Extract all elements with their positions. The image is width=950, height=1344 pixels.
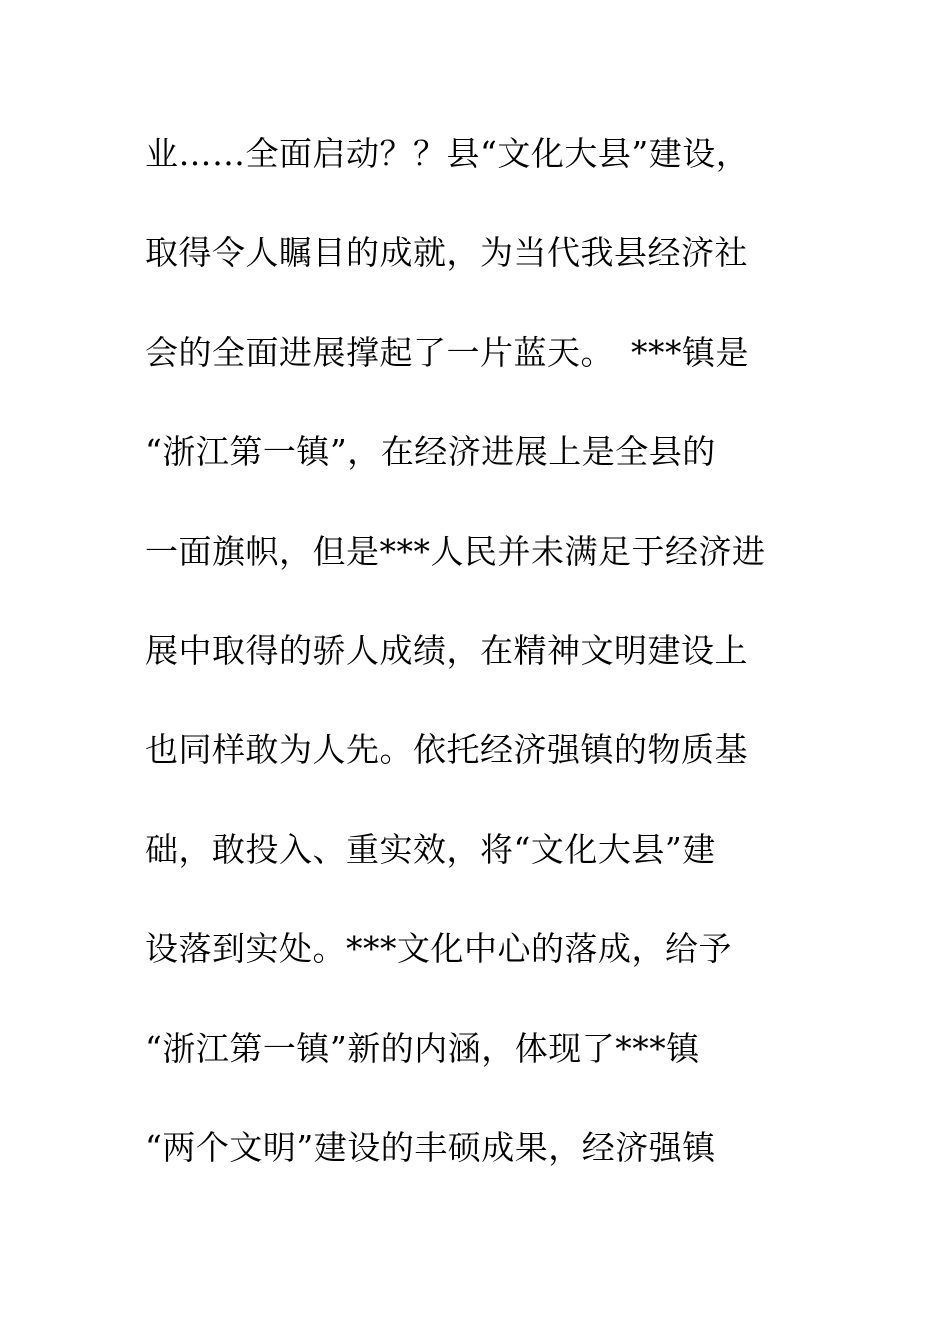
text-line: “两个文明”建设的丰硕成果，经济强镇 (145, 1127, 716, 1167)
text-line: “浙江第一镇”，在经济进展上是全县的 (145, 432, 716, 472)
text-line: 设落到实处。***文化中心的落成，给予 (145, 929, 732, 969)
text-line: 也同样敢为人先。依托经济强镇的物质基 (145, 730, 748, 770)
text-line: 一面旗帜，但是***人民并未满足于经济进 (145, 531, 766, 571)
text-line: 会的全面进展撑起了一片蓝天。 ***镇是 (145, 332, 749, 372)
body-text (145, 124, 805, 1217)
text-line: 础，敢投入、重实效，将“文化大县”建 (145, 829, 716, 869)
text-line: 展中取得的骄人成绩，在精神文明建设上 (145, 630, 748, 670)
text-line: “浙江第一镇”新的内涵，体现了***镇 (145, 1028, 700, 1068)
text-line: 取得令人瞩目的成就，为当代我县经济社 (145, 233, 748, 273)
text-line: 业……全面启动？？县“文化大县”建设， (145, 134, 750, 173)
